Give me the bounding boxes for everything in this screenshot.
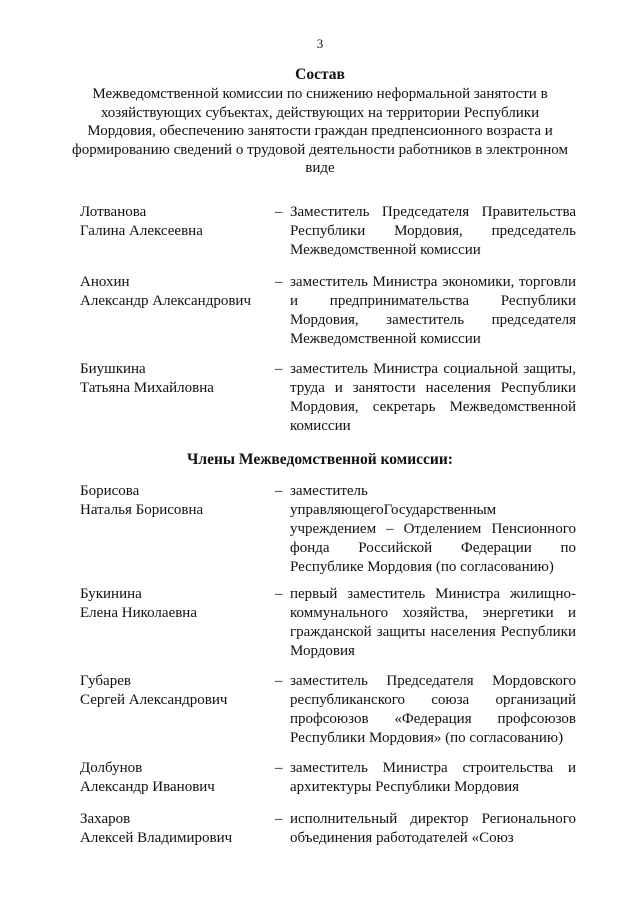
person-given-names: Александр Иванович xyxy=(80,779,215,795)
person-surname: Долбунов xyxy=(80,760,143,776)
person-name xyxy=(80,672,270,710)
title-block xyxy=(70,66,570,178)
page-number: 3 xyxy=(316,36,324,51)
person-given-names: Татьяна Михайловна xyxy=(80,380,214,396)
person-name xyxy=(80,360,270,398)
person-name xyxy=(80,585,270,623)
document-title: Состав xyxy=(295,66,345,83)
dash-separator: – xyxy=(275,204,283,220)
person-role: заместитель Министра экономики, торговли и предпринимательства Республики Мордовия, заместитель председателя Межведомственной комиссии xyxy=(290,274,576,347)
person-name xyxy=(80,810,270,848)
person-surname: Букинина xyxy=(80,586,142,602)
dash-separator: – xyxy=(275,361,283,377)
person-surname: Губарев xyxy=(80,673,131,689)
members-heading: Члены Межведомственной комиссии: xyxy=(187,451,453,468)
person-given-names: Наталья Борисовна xyxy=(80,502,204,518)
person-role: заместитель Председателя Мордовского республиканского союза организаций профсоюзов «Федерация профсоюзов Республики Мордовия» (по согласованию) xyxy=(290,673,576,746)
person-surname: Борисова xyxy=(80,483,140,499)
person-role: исполнительный директор Регионального объединения работодателей «Союз xyxy=(290,811,576,846)
dash-separator: – xyxy=(275,483,283,499)
dash-separator: – xyxy=(275,274,283,290)
person-name xyxy=(80,273,270,311)
document-subtitle: Межведомственной комиссии по снижению неформальной занятости в хозяйствующих субъектах, действующих на территории Республики Мордовия, обеспечению занятости граждан предпенсионного возраста и формированию сведений о трудовой деятельности работников в электронном виде xyxy=(72,86,568,176)
person-name xyxy=(80,203,270,241)
person-surname: Лотванова xyxy=(80,204,147,220)
person-role: заместитель управляющегоГосударственным учреждением – Отделением Пенсионного фонда Российской Федерации по Республике Мордовия (по согласованию) xyxy=(290,483,576,575)
person-given-names: Галина Алексеевна xyxy=(80,223,203,239)
person-given-names: Елена Николаевна xyxy=(80,605,197,621)
dash-separator: – xyxy=(275,760,283,776)
person-surname: Биушкина xyxy=(80,361,146,377)
person-given-names: Сергей Александрович xyxy=(80,692,228,708)
person-role: Заместитель Председателя Правительства Республики Мордовия, председатель Межведомственной комиссии xyxy=(290,204,576,258)
person-given-names: Александр Александрович xyxy=(80,293,251,309)
person-surname: Захаров xyxy=(80,811,131,827)
dash-separator: – xyxy=(275,811,283,827)
dash-separator: – xyxy=(275,673,283,689)
dash-separator: – xyxy=(275,586,283,602)
person-surname: Анохин xyxy=(80,274,130,290)
person-name xyxy=(80,759,270,797)
person-role: первый заместитель Министра жилищно-коммунального хозяйства, энергетики и гражданской защиты населения Республики Мордовия xyxy=(290,586,576,659)
person-given-names: Алексей Владимирович xyxy=(80,830,233,846)
person-role: заместитель Министра строительства и архитектуры Республики Мордовия xyxy=(290,760,576,795)
person-name xyxy=(80,482,270,520)
person-role: заместитель Министра социальной защиты, труда и занятости населения Республики Мордовия, секретарь Межведомственной комиссии xyxy=(290,361,576,434)
